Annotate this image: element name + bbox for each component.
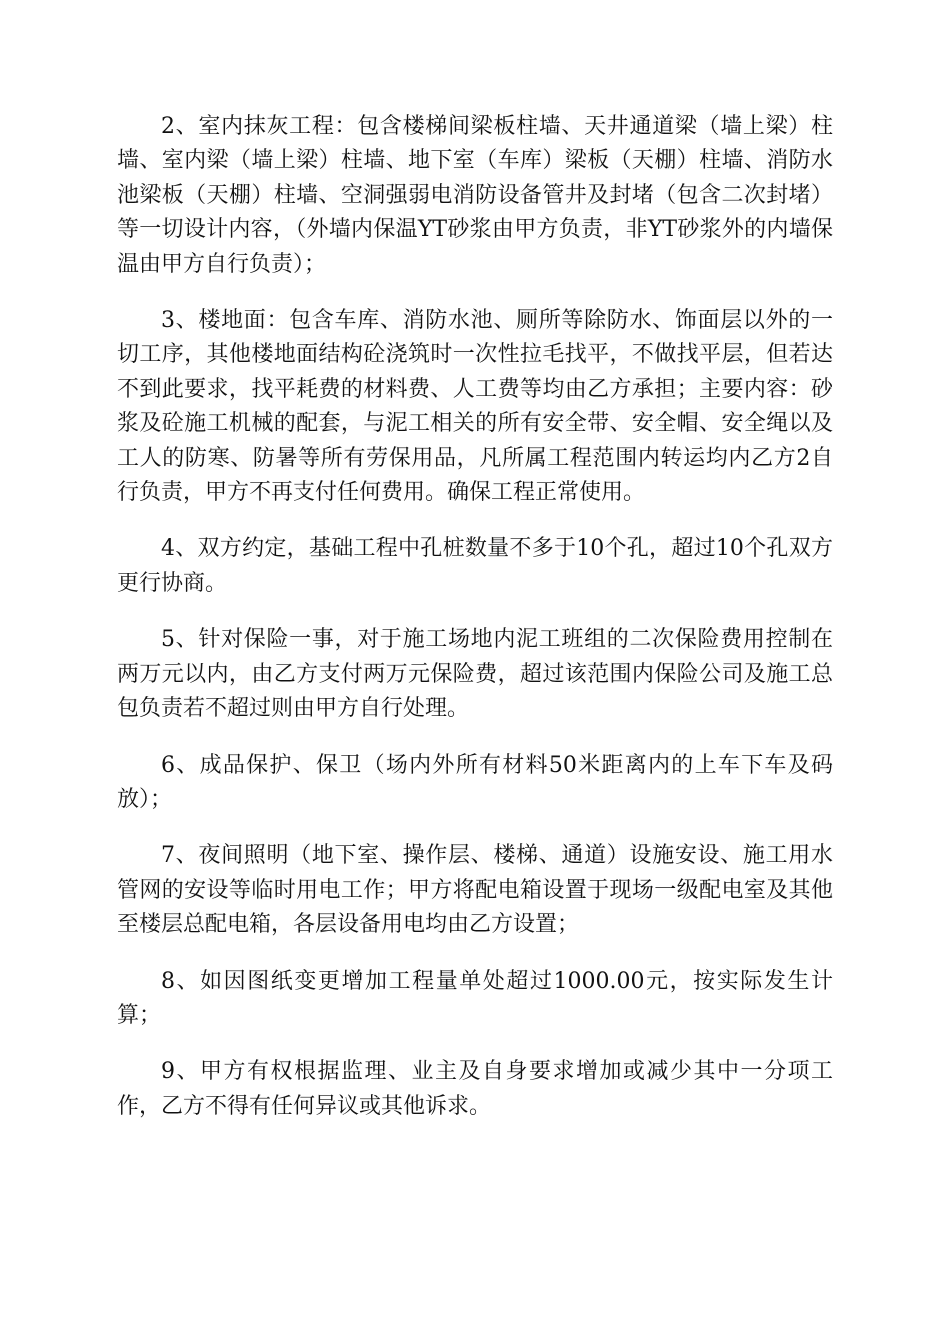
paragraph-item-5: 5、针对保险一事，对于施工场地内泥工班组的二次保险费用控制在两万元以内，由乙方支付两万元保险费，超过该范围内保险公司及施工总包负责若不超过则由甲方自行处理。 — [117, 627, 833, 722]
document-body — [117, 110, 833, 1146]
paragraph-item-7: 7、夜间照明（地下室、操作层、楼梯、通道）设施安设、施工用水管网的安设等临时用电工作；甲方将配电箱设置于现场一级配电室及其他至楼层总配电箱，各层设备用电均由乙方设置； — [117, 843, 833, 938]
paragraph-item-9: 9、甲方有权根据监理、业主及自身要求增加或减少其中一分项工作，乙方不得有任何异议或其他诉求。 — [117, 1059, 833, 1119]
paragraph-item-8: 8、如因图纸变更增加工程量单处超过1000.00元，按实际发生计算； — [117, 968, 833, 1028]
paragraph-item-2: 2、室内抹灰工程：包含楼梯间梁板柱墙、天井通道梁（墙上梁）柱墙、室内梁（墙上梁）柱墙、地下室（车库）梁板（天棚）柱墙、消防水池梁板（天棚）柱墙、空洞强弱电消防设备管井及封堵（包含二次封堵）等一切设计内容，（外墙内保温YT砂浆由甲方负责，非YT砂浆外的内墙保温由甲方自行负责）； — [117, 114, 833, 277]
paragraph-item-3: 3、楼地面：包含车库、消防水池、厕所等除防水、饰面层以外的一切工序，其他楼地面结构砼浇筑时一次性拉毛找平，不做找平层，但若达不到此要求，找平耗费的材料费、人工费等均由乙方承担；主要内容：砂浆及砼施工机械的配套，与泥工相关的所有安全带、安全帽、安全绳以及工人的防寒、防暑等所有劳保用品，凡所属工程范围内转运均内乙方2自行负责，甲方不再支付任何费用。确保工程正常使用。 — [117, 308, 833, 506]
paragraph-item-4: 4、双方约定，基础工程中孔桩数量不多于10个孔，超过10个孔双方更行协商。 — [117, 536, 833, 596]
paragraph-item-6: 6、成品保护、保卫（场内外所有材料50米距离内的上车下车及码放）； — [117, 752, 833, 812]
